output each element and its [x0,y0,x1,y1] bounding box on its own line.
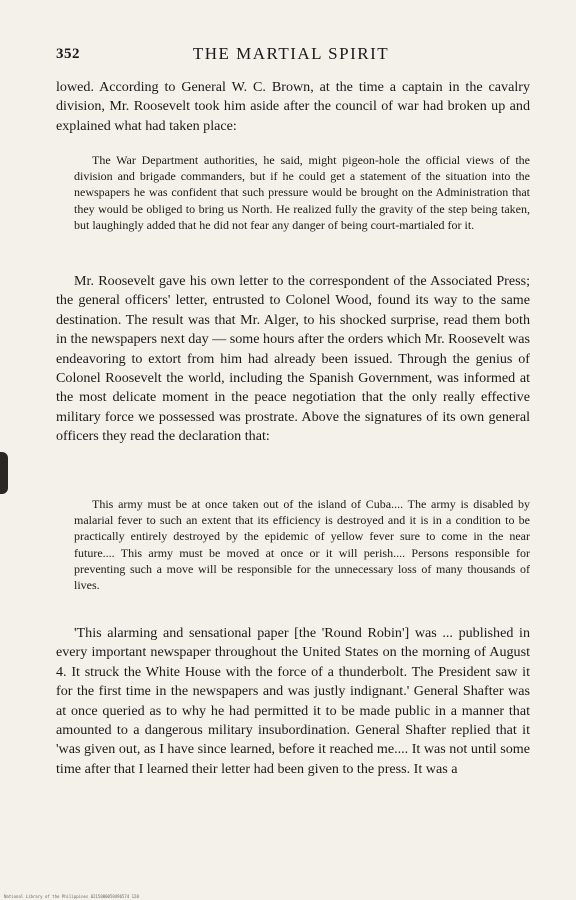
block-quote-roosevelt: The War Department authorities, he said, might pigeon-hole the official views of the division and brigade commanders, but if he could get a statement of the situation into the newspapers he was confident that such pressure would be brought on the Administration that they would be obliged to bring us North. He realized fully the gravity of the step being taken, but laughingly added that he did not fear any danger of being court-martialed for it. [74,153,530,232]
paragraph-intro: lowed. According to General W. C. Brown, at the time a captain in the cavalry division, Mr. Roosevelt took him aside after the council of war had broken up and explained what had taken place: [56,79,530,134]
binding-shadow [0,452,8,494]
scan-credit: National Library of the Philippines 0215000058496574 120 [4,894,139,899]
page-header [56,44,526,66]
paragraph-shafter: 'This alarming and sensational paper [the 'Round Robin'] was ... published in every important newspaper throughout the United States on the morning of August 4. It struck the White House with the force of a thunderbolt. The President saw it for the first time in the newspapers and was justly indignant.' General Shafter was at once queried as to why he had permitted it to be made public in a manner that amounted to a dangerous military insubordination. General Shafter replied that it 'was given out, as I have since learned, before it reached me.... It was not until some time after that I learned their letter had been given to the press. It was a [56,625,530,777]
paragraph-associated-press: Mr. Roosevelt gave his own letter to the correspondent of the Associated Press; the general officers' letter, entrusted to Colonel Wood, found its way to the same destination. The result was that Mr. Alger, to his shocked surprise, read them both in the newspapers next day — some hours after the orders which Mr. Roosevelt was endeavoring to extort from him had already been issued. Through the genius of Colonel Roosevelt the world, including the Spanish Government, was informed at the most delicate moment in the peace negotiation that the only really effective military force we possessed was prostrate. Above the signatures of its own general officers they read the declaration that: [56,273,530,445]
page-number: 352 [56,46,80,62]
block-quote-round-robin: This army must be at once taken out of the island of Cuba.... The army is disabled by malarial fever to such an extent that its efficiency is destroyed and it is in a condition to be practically entirely destroyed by the epidemic of yellow fever sure to come in the near future.... This army must be moved at once or it will perish.... Persons responsible for preventing such a move will be responsible for the unnecessary loss of many thousands of lives. [74,497,530,593]
running-title: THE MARTIAL SPIRIT [192,44,390,63]
